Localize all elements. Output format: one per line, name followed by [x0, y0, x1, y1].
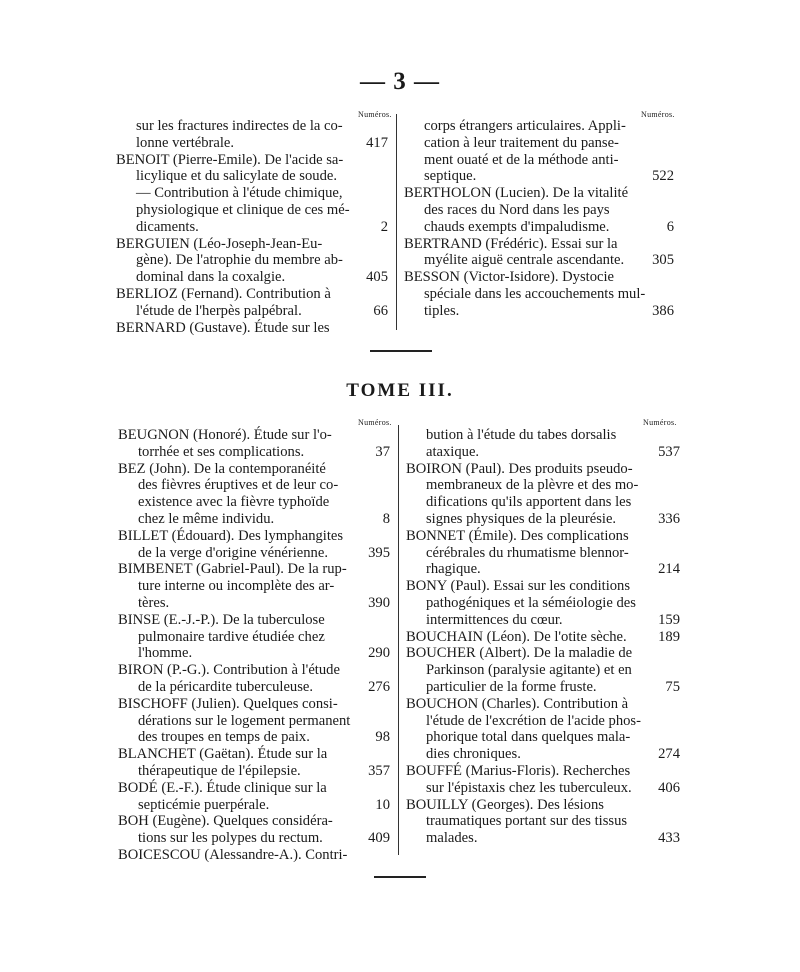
numeros-label-top-left: Numéros. — [358, 110, 392, 119]
entry-number: 6 — [666, 218, 674, 235]
entry-number: 274 — [658, 746, 680, 763]
entry-line: BERTHOLON (Lucien). De la vitalité — [404, 185, 629, 202]
entry-number: 336 — [658, 510, 680, 527]
entry-line: intermittences du cœur. — [426, 611, 563, 628]
entry-line: torrhée et ses complications. — [138, 443, 305, 460]
entry-line: thérapeutique de l'épilepsie. — [138, 762, 301, 779]
bottom-right-column — [406, 427, 680, 847]
index-entry — [116, 320, 388, 337]
entry-line: lonne vertébrale. — [136, 134, 235, 151]
entry-number: 75 — [665, 678, 680, 695]
index-entry — [404, 185, 674, 235]
entry-line: BERLIOZ (Fernand). Contribution à — [116, 285, 331, 302]
entry-line: dérations sur le logement permanent — [138, 712, 351, 729]
index-entry — [406, 645, 680, 695]
entry-number: 37 — [375, 443, 390, 460]
index-entry — [118, 461, 390, 528]
entry-line: ment ouaté et de la méthode anti- — [424, 151, 619, 168]
entry-line: BOUCHON (Charles). Contribution à — [406, 695, 629, 712]
entry-line: BERNARD (Gustave). Étude sur les — [116, 319, 330, 336]
entry-line: BEUGNON (Honoré). Étude sur l'o- — [118, 427, 332, 443]
index-entry — [118, 696, 390, 746]
entry-line: ture interne ou incomplète des ar- — [138, 578, 335, 595]
entry-line: sur l'épistaxis chez les tuberculeux. — [426, 779, 632, 796]
entry-line: BOUFFÉ (Marius-Floris). Recherches — [406, 762, 631, 779]
entry-number: 189 — [658, 628, 680, 645]
entry-line: gène). De l'atrophie du membre ab- — [136, 252, 343, 269]
entry-line: dominal dans la coxalgie. — [136, 269, 286, 286]
entry-line: BISCHOFF (Julien). Quelques consi- — [118, 695, 338, 712]
entry-line: membraneux de la plèvre et des mo- — [426, 477, 639, 494]
entry-line: signes physiques de la pleurésie. — [426, 510, 617, 527]
index-entry — [118, 427, 390, 461]
entry-number: 214 — [658, 561, 680, 578]
entry-number: 386 — [652, 302, 674, 319]
entry-line: de la péricardite tuberculeuse. — [138, 678, 314, 695]
page-number: — 3 — — [360, 68, 440, 95]
entry-line: existence avec la fièvre typhoïde — [138, 494, 330, 511]
bottom-left-column — [118, 427, 390, 864]
index-entry — [118, 612, 390, 662]
index-entry — [406, 763, 680, 797]
entry-number: 417 — [366, 134, 388, 151]
index-entry — [404, 118, 674, 185]
bottom-column-divider — [398, 425, 399, 855]
index-entry — [116, 236, 388, 286]
entry-number: 390 — [368, 594, 390, 611]
entry-line: BLANCHET (Gaëtan). Étude sur la — [118, 746, 328, 763]
index-entry — [404, 269, 674, 319]
bottom-separator-rule — [374, 876, 426, 878]
index-entry — [406, 578, 680, 628]
entry-line: corps étrangers articulaires. Appli- — [424, 118, 626, 134]
entry-line: traumatiques portant sur des tissus — [426, 813, 628, 830]
entry-line: BESSON (Victor-Isidore). Dystocie — [404, 269, 614, 286]
index-entry — [404, 236, 674, 270]
entry-line: physiologique et clinique de ces mé- — [136, 201, 350, 218]
entry-number: 433 — [658, 830, 680, 847]
entry-number: 537 — [658, 443, 680, 460]
entry-line: ataxique. — [426, 443, 480, 460]
entry-line: l'étude de l'herpès palpébral. — [136, 302, 302, 319]
index-entry — [406, 461, 680, 528]
index-entry — [406, 629, 680, 646]
entry-line: pulmonaire tardive étudiée chez — [138, 628, 325, 645]
entry-line: des fièvres éruptives et de leur co- — [138, 477, 339, 494]
index-entry — [118, 662, 390, 696]
entry-line: septicémie puerpérale. — [138, 796, 270, 813]
entry-line: BOICESCOU (Alessandre-A.). Contri- — [118, 846, 348, 863]
index-entry — [118, 528, 390, 562]
entry-line: tères. — [138, 594, 170, 611]
entry-line: BODÉ (E.-F.). Étude clinique sur la — [118, 779, 327, 796]
index-entry — [116, 286, 388, 320]
index-entry — [116, 118, 388, 152]
entry-line: septique. — [424, 168, 477, 185]
entry-number: 2 — [380, 218, 388, 235]
entry-line: BONNET (Émile). Des complications — [406, 527, 629, 544]
top-separator-rule — [370, 350, 432, 352]
entry-line: Parkinson (paralysie agitante) et en — [426, 662, 632, 679]
index-entry — [406, 427, 680, 461]
entry-line: BERTRAND (Frédéric). Essai sur la — [404, 235, 618, 252]
entry-number: 290 — [368, 645, 390, 662]
top-right-column — [404, 118, 674, 320]
entry-line: tiples. — [424, 302, 460, 319]
entry-number: 405 — [366, 269, 388, 286]
index-entry — [118, 780, 390, 814]
entry-line: BOUILLY (Georges). Des lésions — [406, 796, 604, 813]
index-entry — [406, 528, 680, 578]
index-entry — [118, 746, 390, 780]
entry-number: 305 — [652, 252, 674, 269]
entry-line: sur les fractures indirectes de la co- — [136, 118, 343, 134]
entry-line: des troupes en temps de paix. — [138, 729, 310, 746]
entry-line: l'homme. — [138, 645, 193, 662]
entry-line: BOIRON (Paul). Des produits pseudo- — [406, 460, 633, 477]
entry-line: chauds exempts d'impaludisme. — [424, 218, 610, 235]
index-entry — [118, 847, 390, 864]
entry-number: 66 — [373, 302, 388, 319]
entry-line: chez le même individu. — [138, 510, 275, 527]
entry-line: cation à leur traitement du panse- — [424, 134, 619, 151]
entry-line: l'étude de l'excrétion de l'acide phos- — [426, 712, 641, 729]
top-column-divider — [396, 114, 397, 330]
entry-line: BINSE (E.-J.-P.). De la tuberculose — [118, 611, 325, 628]
entry-number: 98 — [375, 729, 390, 746]
entry-line: cérébrales du rhumatisme blennor- — [426, 544, 629, 561]
entry-line: BIRON (P.-G.). Contribution à l'étude — [118, 662, 340, 679]
entry-line: difications qu'ils apportent dans les — [426, 494, 632, 511]
entry-line: BOUCHAIN (Léon). De l'otite sèche. — [406, 628, 627, 645]
index-entry — [406, 696, 680, 763]
entry-line: phorique total dans quelques mala- — [426, 729, 631, 746]
top-left-column — [116, 118, 388, 336]
index-entry — [116, 152, 388, 236]
entry-line: — Contribution à l'étude chimique, — [136, 185, 343, 202]
entry-number: 276 — [368, 678, 390, 695]
entry-line: BIMBENET (Gabriel-Paul). De la rup- — [118, 561, 347, 578]
entry-number: 10 — [375, 796, 390, 813]
entry-line: malades. — [426, 830, 478, 847]
entry-line: BOUCHER (Albert). De la maladie de — [406, 645, 633, 662]
entry-line: rhagique. — [426, 561, 481, 578]
tome-title: TOME III. — [346, 380, 454, 401]
entry-line: BENOIT (Pierre-Emile). De l'acide sa- — [116, 151, 344, 168]
entry-line: BERGUIEN (Léo-Joseph-Jean-Eu- — [116, 235, 323, 252]
entry-number: 522 — [652, 168, 674, 185]
numeros-label-left: Numéros. — [358, 418, 392, 427]
numeros-label-right: Numéros. — [643, 418, 677, 427]
entry-line: dicaments. — [136, 218, 199, 235]
entry-line: des races du Nord dans les pays — [424, 201, 610, 218]
entry-number: 409 — [368, 830, 390, 847]
entry-line: tions sur les polypes du rectum. — [138, 830, 323, 847]
entry-line: BONY (Paul). Essai sur les conditions — [406, 578, 631, 595]
entry-number: 395 — [368, 544, 390, 561]
entry-line: myélite aiguë centrale ascendante. — [424, 252, 625, 269]
index-entry — [118, 561, 390, 611]
entry-number: 159 — [658, 611, 680, 628]
entry-line: bution à l'étude du tabes dorsalis — [426, 427, 617, 443]
entry-line: pathogéniques et la séméiologie des — [426, 594, 636, 611]
entry-number: 357 — [368, 762, 390, 779]
index-entry — [118, 813, 390, 847]
entry-line: licylique et du salicylate de soude. — [136, 168, 338, 185]
entry-line: particulier de la forme fruste. — [426, 678, 597, 695]
entry-number: 8 — [382, 510, 390, 527]
entry-line: BEZ (John). De la contemporanéité — [118, 460, 326, 477]
entry-line: spéciale dans les accouchements mul- — [424, 285, 646, 302]
entry-number: 406 — [658, 779, 680, 796]
entry-line: de la verge d'origine vénérienne. — [138, 544, 328, 561]
entry-line: dies chroniques. — [426, 746, 521, 763]
numeros-label-top-right: Numéros. — [641, 110, 675, 119]
entry-line: BILLET (Édouard). Des lymphangites — [118, 527, 344, 544]
index-entry — [406, 797, 680, 847]
entry-line: BOH (Eugène). Quelques considéra- — [118, 813, 333, 830]
